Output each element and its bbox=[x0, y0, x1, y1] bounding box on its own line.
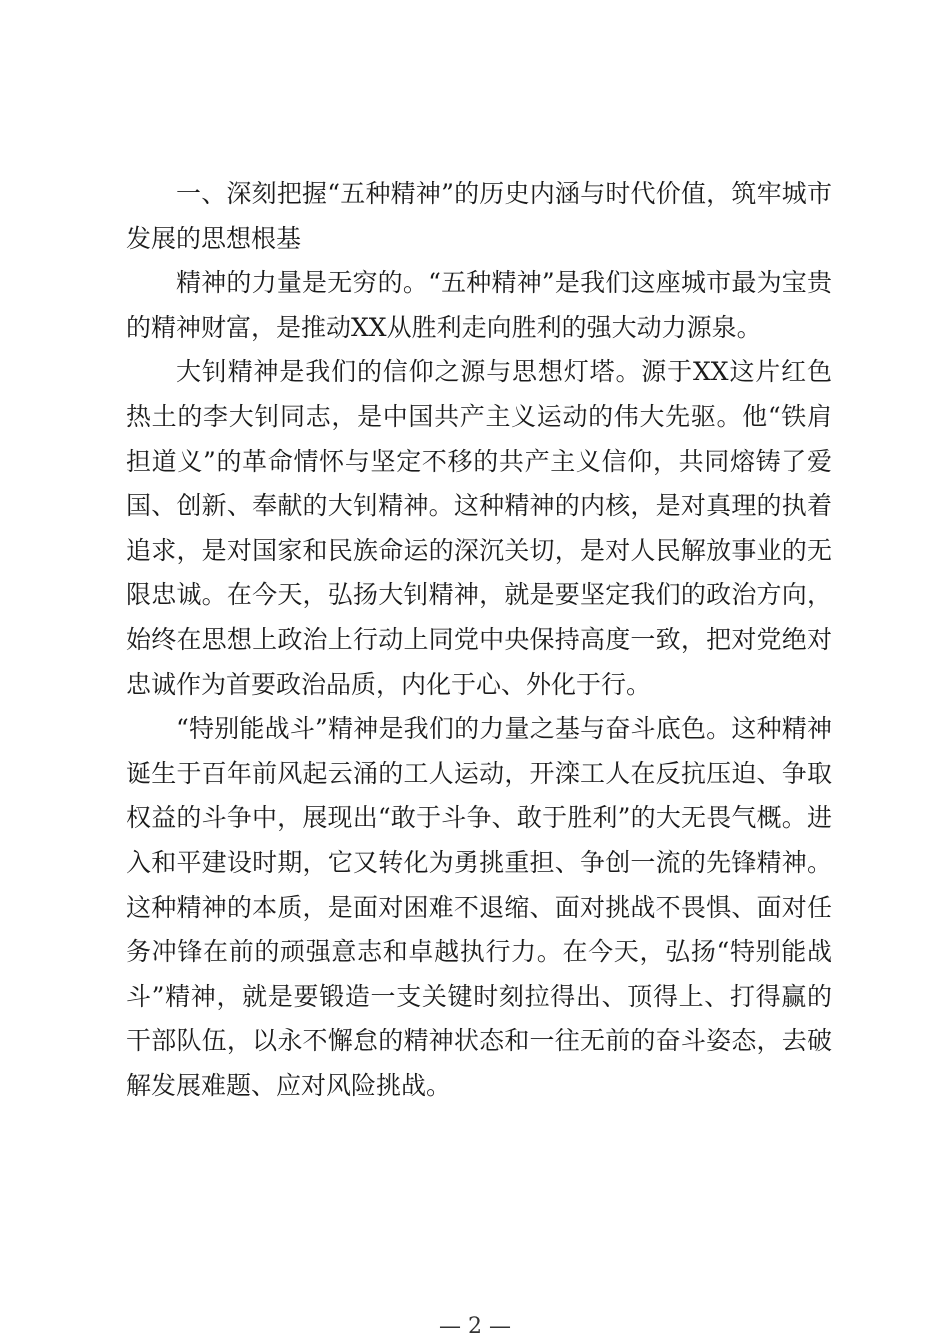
document-body bbox=[126, 172, 832, 1108]
paragraph-fighting-spirit: “特别能战斗”精神是我们的力量之基与奋斗底色。这种精神诞生于百年前风起云涌的工人运动，开滦工人在反抗压迫、争取权益的斗争中，展现出“敢于斗争、敢于胜利”的大无畏气概。进入和平建设时期，它又转化为勇挑重担、争创一流的先锋精神。这种精神的本质，是面对困难不退缩、面对挑战不畏惧、面对任务冲锋在前的顽强意志和卓越执行力。在今天，弘扬“特别能战斗”精神，就是要锻造一支关键时刻拉得出、顶得上、打得赢的干部队伍，以永不懈怠的精神状态和一往无前的奋斗姿态，去破解发展难题、应对风险挑战。 bbox=[126, 714, 832, 1100]
paragraph-dazhao-spirit: 大钊精神是我们的信仰之源与思想灯塔。源于XX这片红色热土的李大钊同志，是中国共产主义运动的伟大先驱。他“铁肩担道义”的革命情怀与坚定不移的共产主义信仰，共同熔铸了爱国、创新、奉献的大钊精神。这种精神的内核，是对真理的执着追求，是对国家和民族命运的深沉关切，是对人民解放事业的无限忠诚。在今天，弘扬大钊精神，就是要坚定我们的政治方向，始终在思想上政治上行动上同党中央保持高度一致，把对党绝对忠诚作为首要政治品质，内化于心、外化于行。 bbox=[126, 357, 832, 699]
page-number: — 2 — bbox=[439, 1314, 511, 1339]
section-heading: 一、深刻把握“五种精神”的历史内涵与时代价值，筑牢城市发展的思想根基 bbox=[126, 179, 832, 253]
paragraph-intro: 精神的力量是无穷的。“五种精神”是我们这座城市最为宝贵的精神财富，是推动XX从胜利走向胜利的强大动力源泉。 bbox=[126, 268, 832, 342]
